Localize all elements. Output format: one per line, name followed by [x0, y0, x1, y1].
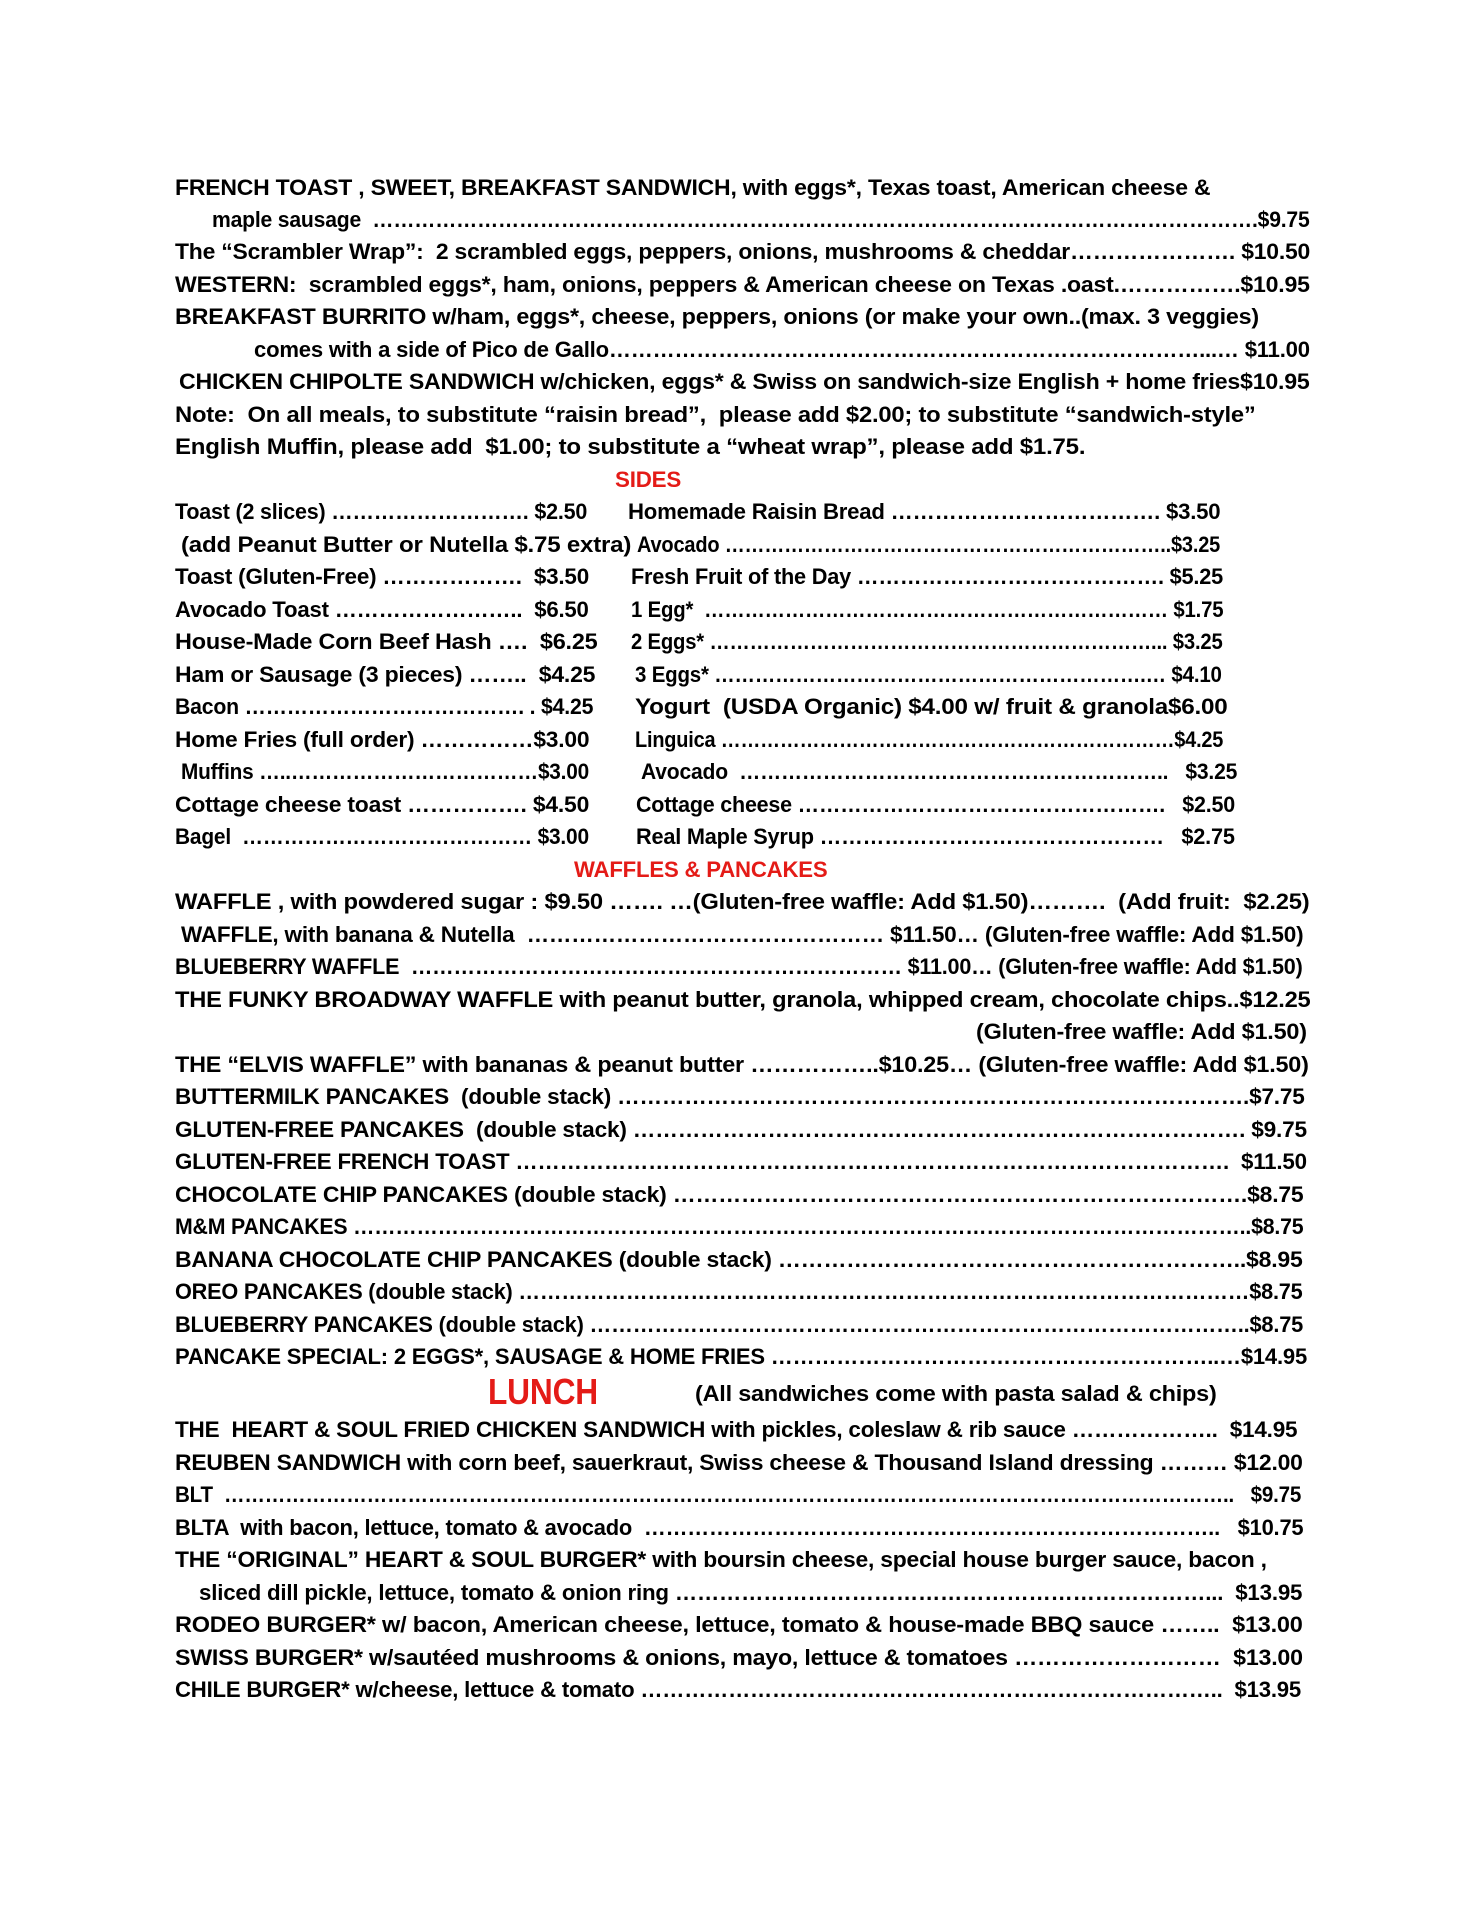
lunch-line: SWISS BURGER* w/sautéed mushrooms & onions, mayo, lettuce & tomatoes ……………………… $13.00 — [175, 1645, 1303, 1670]
side-item-right: Real Maple Syrup ………………………………………… $2.75 — [636, 824, 1235, 849]
breakfast-line: CHICKEN CHIPOLTE SANDWICH w/chicken, eggs* & Swiss on sandwich-size English + home fries$10.95 — [179, 369, 1310, 394]
pancake-line: BANANA CHOCOLATE CHIP PANCAKES (double stack) ……………………………………………………..$8.95 — [175, 1247, 1303, 1272]
side-item-right: Avocado …………………………………………………….. $3.25 — [641, 759, 1238, 784]
lunch-note: (All sandwiches come with pasta salad & chips) — [695, 1381, 1217, 1406]
side-item-left: Avocado Toast …………………….. $6.50 — [175, 597, 589, 622]
breakfast-line: FRENCH TOAST , SWEET, BREAKFAST SANDWICH, with eggs*, Texas toast, American cheese & — [175, 175, 1211, 200]
side-item-right: Avocado …………………………………………………………..$3.25 — [637, 532, 1221, 557]
breakfast-line: WESTERN: scrambled eggs*, ham, onions, peppers & American cheese on Texas .oast.…………….$10.95 — [175, 272, 1310, 297]
waffle-line: BLUEBERRY WAFFLE …………………………………………………………… $11.00… (Gluten-free waffle: Add $1.50) — [175, 954, 1303, 979]
pancake-line: CHOCOLATE CHIP PANCAKES (double stack) ………………………………………………………………….$8.75 — [175, 1182, 1304, 1207]
lunch-line: REUBEN SANDWICH with corn beef, sauerkraut, Swiss cheese & Thousand Island dressing ……… $12.00 — [175, 1450, 1303, 1475]
side-item-right: Cottage cheese ……………………………………………. $2.50 — [636, 792, 1236, 817]
side-item-left: Muffins …..………………………………$3.00 — [181, 759, 589, 784]
waffle-line: WAFFLE, with banana & Nutella ………………………………………… $11.50… (Gluten-free waffle: Add $1.50) — [181, 922, 1304, 947]
pancake-line: BUTTERMILK PANCAKES (double stack) ………………………………………………………………………….$7.75 — [175, 1084, 1305, 1109]
pancake-line: BLUEBERRY PANCAKES (double stack) ………………………………………………………………………………..$8.75 — [175, 1312, 1304, 1337]
breakfast-line: BREAKFAST BURRITO w/ham, eggs*, cheese, peppers, onions (or make your own..(max. 3 veggies) — [175, 304, 1259, 329]
side-item-right: 2 Eggs* …………………………………………………………... $3.25 — [631, 629, 1223, 654]
waffle-line: WAFFLE , with powdered sugar : $9.50 ……. …(Gluten-free waffle: Add $1.50)………. (Add fruit: $2.25) — [175, 889, 1310, 914]
lunch-line: BLTA with bacon, lettuce, tomato & avocado …………………………………………………………………….. $10.75 — [175, 1515, 1304, 1540]
side-item-left: Bagel …………………………………… $3.00 — [175, 824, 589, 849]
waffle-line: THE “ELVIS WAFFLE” with bananas & peanut butter ……………..$10.25… (Gluten-free waffle: Add $1.50) — [175, 1052, 1309, 1077]
breakfast-line: comes with a side of Pico de Gallo………………………………………………………………………...… $11.00 — [254, 337, 1310, 362]
side-item-left: Toast (Gluten-Free) ………………. $3.50 — [175, 564, 589, 589]
side-item-left: Home Fries (full order) ……………$3.00 — [175, 727, 590, 752]
lunch-line: sliced dill pickle, lettuce, tomato & onion ring ………………………………………………………………... $13.95 — [199, 1580, 1303, 1605]
breakfast-note: Note: On all meals, to substitute “raisin bread”, please add $2.00; to substitute “sandwich-style” — [175, 402, 1256, 427]
side-item-left: (add Peanut Butter or Nutella $.75 extra) — [181, 532, 632, 557]
waffles-heading: WAFFLES & PANCAKES — [574, 857, 828, 882]
side-item-right: Yogurt (USDA Organic) $4.00 w/ fruit & granola$6.00 — [635, 694, 1228, 719]
waffle-line: (Gluten-free waffle: Add $1.50) — [976, 1019, 1307, 1044]
lunch-line: CHILE BURGER* w/cheese, lettuce & tomato …………………………………………………………………….. $13.95 — [175, 1677, 1301, 1702]
side-item-left: Ham or Sausage (3 pieces) …….. $4.25 — [175, 662, 596, 687]
side-item-left: Bacon …………………………………. . $4.25 — [175, 694, 594, 719]
side-item-right: Homemade Raisin Bread ………………………………. $3.50 — [628, 499, 1221, 524]
pancake-line: GLUTEN-FREE PANCAKES (double stack) ………………………………………………………………………. $9.75 — [175, 1117, 1307, 1142]
side-item-right: 1 Egg* …………………………………………………………… $1.75 — [631, 597, 1224, 622]
lunch-line: THE HEART & SOUL FRIED CHICKEN SANDWICH with pickles, coleslaw & rib sauce ……………….. $14.95 — [175, 1417, 1298, 1442]
side-item-right: 3 Eggs* ……………………………………………………….… $4.10 — [635, 662, 1222, 687]
side-item-left: Cottage cheese toast ……………. $4.50 — [175, 792, 590, 817]
side-item-right: Linguica ……………………………………………………………$4.25 — [635, 727, 1224, 752]
lunch-line: THE “ORIGINAL” HEART & SOUL BURGER* with boursin cheese, special house burger sauce, bacon , — [175, 1547, 1267, 1572]
lunch-heading: LUNCH — [488, 1371, 598, 1412]
side-item-right: Fresh Fruit of the Day ……………………………………. $5.25 — [631, 564, 1223, 589]
breakfast-line: The “Scrambler Wrap”: 2 scrambled eggs, peppers, onions, mushrooms & cheddar…………………. $10.50 — [175, 239, 1311, 264]
sides-heading: SIDES — [615, 467, 682, 492]
lunch-line: RODEO BURGER* w/ bacon, American cheese, lettuce, tomato & house-made BBQ sauce …….. $13.00 — [175, 1612, 1303, 1637]
pancake-line: PANCAKE SPECIAL: 2 EGGS*, SAUSAGE & HOME FRIES ……………………………………………………..…$14.95 — [175, 1344, 1307, 1369]
pancake-line: GLUTEN-FREE FRENCH TOAST ……………………………………………………………………………………. $11.50 — [175, 1149, 1307, 1174]
side-item-left: House-Made Corn Beef Hash …. $6.25 — [175, 629, 598, 654]
breakfast-line: maple sausage ……………………………………………………………………………………………………………….$9.75 — [212, 207, 1310, 232]
lunch-line: BLT ………………………………………………………………………………………………………………………………….. $9.75 — [175, 1482, 1302, 1507]
pancake-line: OREO PANCAKES (double stack) …………………………………………………………………………………………$8.75 — [175, 1279, 1303, 1304]
waffle-line: THE FUNKY BROADWAY WAFFLE with peanut butter, granola, whipped cream, chocolate chips..$12.25 — [175, 987, 1311, 1012]
pancake-line: M&M PANCAKES ………………………………………………………………………………………………………………..$8.75 — [175, 1214, 1304, 1239]
breakfast-note: English Muffin, please add $1.00; to substitute a “wheat wrap”, please add $1.75. — [175, 434, 1086, 459]
side-item-left: Toast (2 slices) ………………………. $2.50 — [175, 499, 588, 524]
